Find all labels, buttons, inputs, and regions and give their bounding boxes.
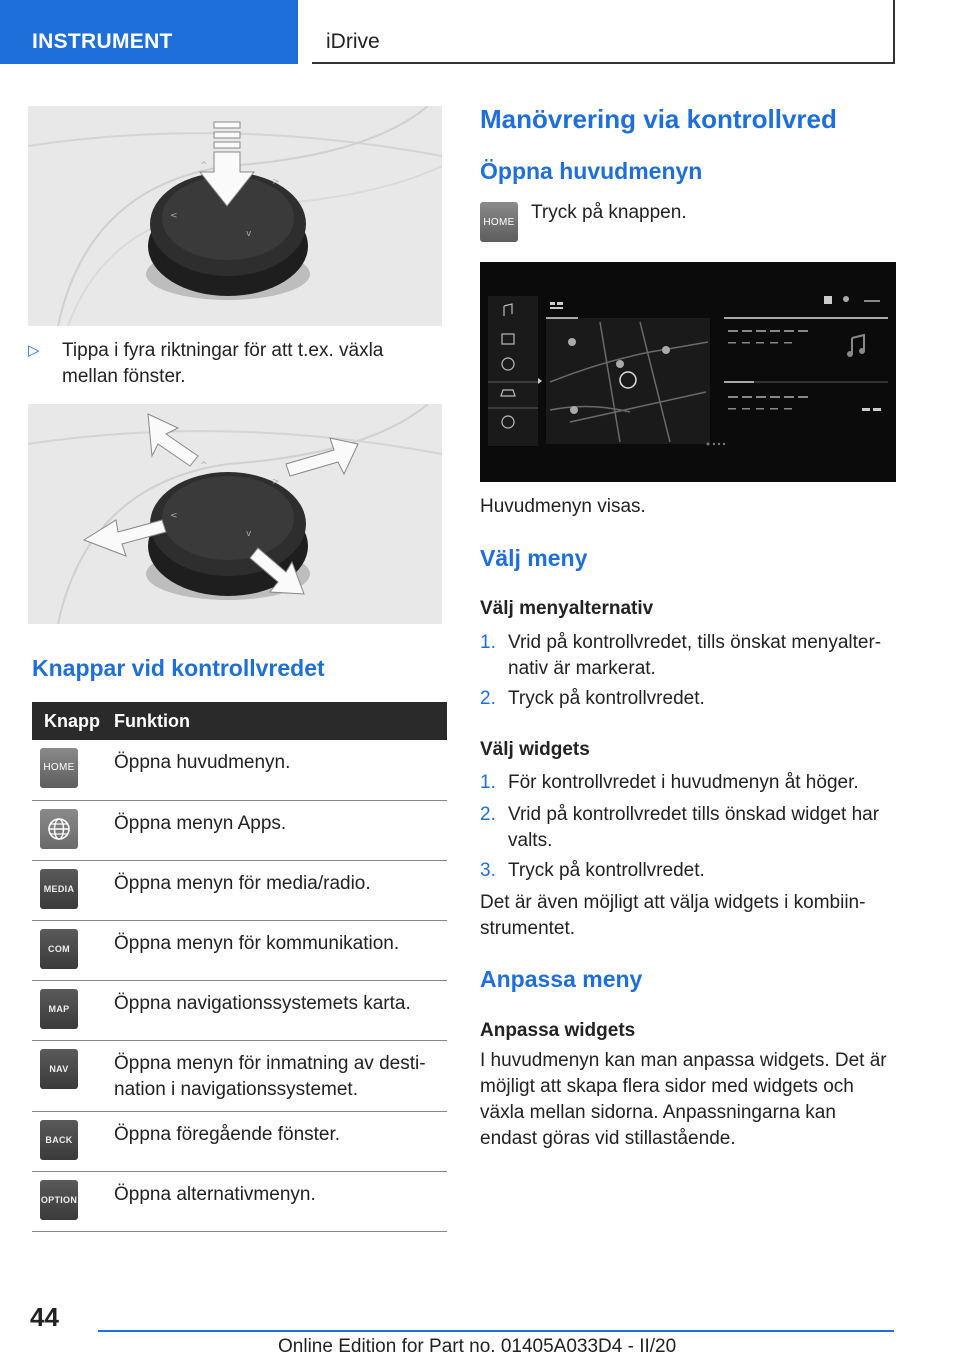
- subheading-select-option: Välj menyalternativ: [480, 598, 654, 619]
- section-tab: [0, 0, 298, 64]
- tilt-bullet: ▷ Tippa i fyra riktningar för att t.ex. växla mellan fönster.: [28, 340, 384, 387]
- list-item: 1. För kontrollvredet i huvudmenyn åt höger.: [480, 772, 859, 793]
- table-row: [32, 860, 447, 920]
- heading-select-menu: Välj meny: [480, 545, 588, 571]
- heading-adjust-menu: Anpassa meny: [480, 966, 643, 992]
- nav-key-icon: NAV: [40, 1049, 78, 1089]
- subheading-adjust-widgets: Anpassa widgets: [480, 1020, 636, 1041]
- svg-text:>: >: [272, 477, 280, 487]
- button-function-table: [32, 702, 447, 1232]
- function-cell: Öppna menyn för media/radio.: [114, 860, 447, 920]
- function-cell: Öppna huvudmenyn.: [114, 740, 447, 800]
- section-title: INSTRUMENT: [32, 30, 173, 53]
- press-button-text: Tryck på knappen.: [531, 202, 687, 223]
- com-key-icon: COM: [40, 929, 78, 969]
- widgets-note: Det är även möjligt att välja widgets i kombiin-strumentet.: [480, 892, 866, 939]
- main-menu-screenshot: [480, 262, 896, 482]
- list-item: 3. Tryck på kontrollvredet.: [480, 860, 705, 881]
- function-cell: Öppna föregående fönster.: [114, 1111, 447, 1171]
- svg-text:v: v: [246, 229, 252, 239]
- list-item: 2. Tryck på kontrollvredet.: [480, 688, 705, 709]
- footer-divider: [98, 1330, 894, 1332]
- table-heading: Knappar vid kontrollvredet: [32, 655, 325, 681]
- chapter-title: iDrive: [326, 30, 380, 53]
- col-header-button: Knapp: [32, 702, 114, 740]
- page-number: 44: [30, 1302, 59, 1332]
- footer-edition: Online Edition for Part no. 01405A033D4 - II/20: [278, 1336, 677, 1357]
- svg-text:>: >: [272, 177, 280, 187]
- map-key-icon: MAP: [40, 989, 78, 1029]
- section-title-controller: Manövrering via kontrollvred: [480, 104, 837, 134]
- svg-text:<: <: [170, 511, 178, 521]
- home-key-icon: HOME: [480, 202, 518, 242]
- svg-text:^: ^: [200, 461, 208, 471]
- globe-key-icon: [40, 809, 78, 849]
- controller-tilt-illustration: [28, 404, 442, 624]
- function-cell: Öppna menyn för inmatning av desti-nation i navigationssystemet.: [114, 1040, 447, 1111]
- table-row: [32, 1171, 447, 1231]
- chapter-tab: [312, 0, 895, 64]
- table-row: [32, 980, 447, 1040]
- table-row: [32, 1040, 447, 1111]
- svg-text:<: <: [170, 211, 178, 221]
- table-row: [32, 920, 447, 980]
- list-item: 1. Vrid på kontrollvredet, tills önskat menyalter-nativ är markerat.: [480, 632, 882, 679]
- heading-open-main-menu: Öppna huvudmenyn: [480, 158, 703, 184]
- media-key-icon: MEDIA: [40, 869, 78, 909]
- main-menu-shown-text: Huvudmenyn visas.: [480, 496, 646, 517]
- svg-text:v: v: [246, 529, 252, 539]
- table-row: [32, 1111, 447, 1171]
- function-cell: Öppna navigationssystemets karta.: [114, 980, 447, 1040]
- home-key-icon: HOME: [40, 748, 78, 788]
- option-key-icon: OPTION: [40, 1180, 78, 1220]
- table-row: [32, 740, 447, 800]
- col-header-function: Funktion: [114, 702, 447, 740]
- function-cell: Öppna alternativmenyn.: [114, 1171, 447, 1231]
- function-cell: Öppna menyn Apps.: [114, 800, 447, 860]
- table-row: [32, 800, 447, 860]
- svg-text:^: ^: [200, 161, 208, 171]
- controller-press-illustration: [28, 106, 442, 326]
- subheading-select-widgets: Välj widgets: [480, 739, 590, 760]
- list-item: 2. Vrid på kontrollvredet tills önskad widget har valts.: [480, 804, 880, 851]
- bullet-triangle-icon: ▷: [28, 342, 40, 359]
- back-key-icon: BACK: [40, 1120, 78, 1160]
- function-cell: Öppna menyn för kommunikation.: [114, 920, 447, 980]
- adjust-widgets-text: I huvudmenyn kan man anpassa widgets. Det är möjligt att skapa flera sidor med widgets och växla mellan sidorna. Anpassningarna kan endast göras vid stillastående.: [480, 1050, 887, 1149]
